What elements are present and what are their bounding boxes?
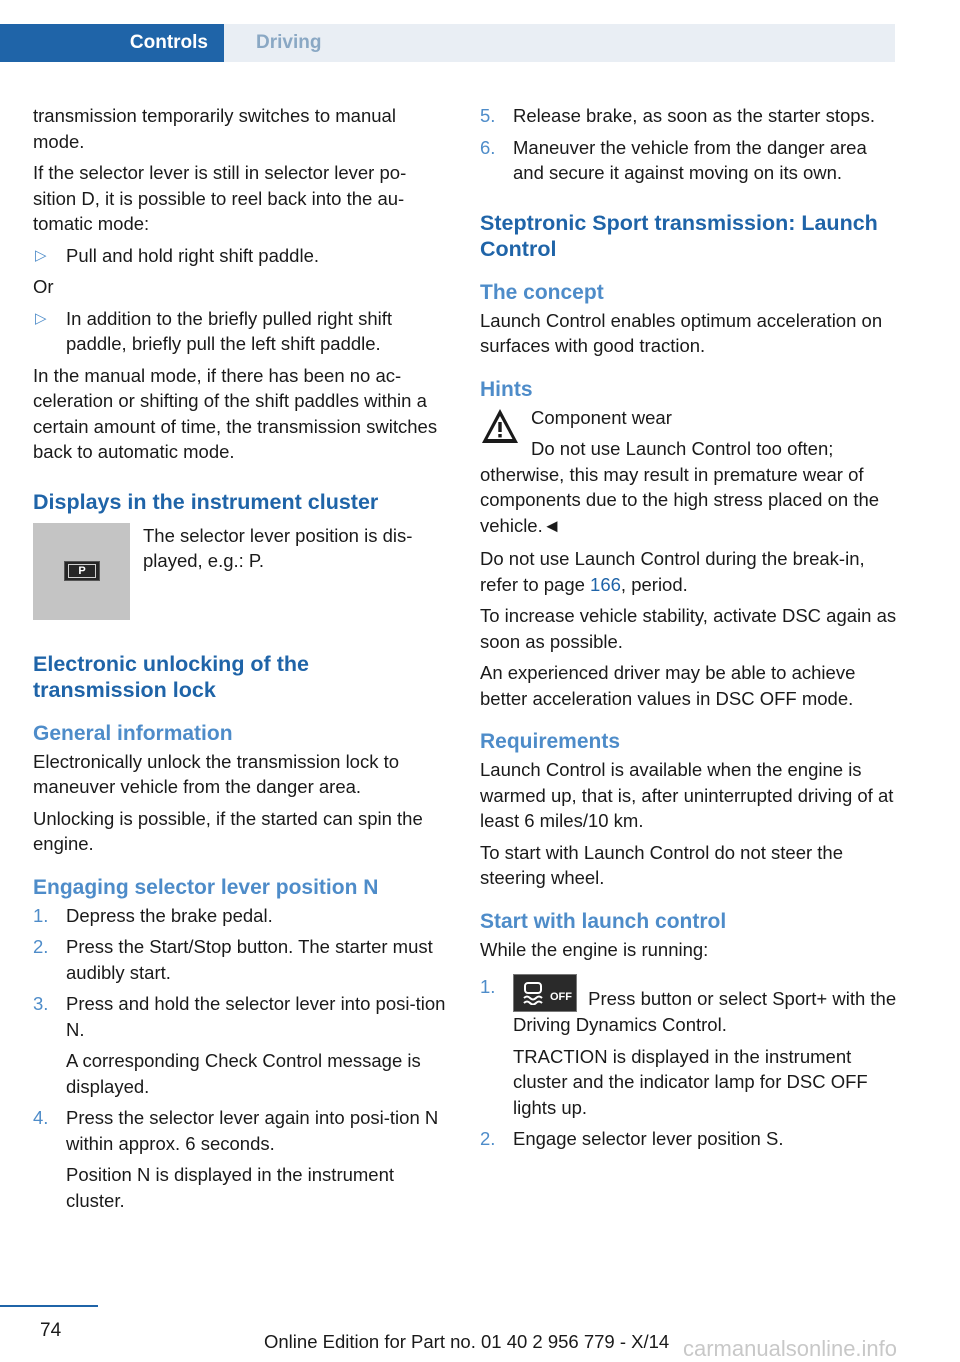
- right-column: [480, 103, 900, 1158]
- paragraph: To increase vehicle stability, activate DSC again as soon as possible.: [480, 605, 897, 652]
- bullet-item: ▷ In addition to the briefly pulled right shift paddle, briefly pull the left shift paddle.: [35, 307, 392, 354]
- page-divider: [0, 1305, 98, 1307]
- triangle-bullet-icon: ▷: [35, 246, 47, 264]
- subsection-heading: Engaging selector lever position N: [33, 875, 379, 899]
- header-bar: [0, 24, 895, 62]
- left-column: [33, 103, 448, 1219]
- selector-p-icon: P: [64, 561, 100, 581]
- paragraph: To start with Launch Control do not steer the steering wheel.: [480, 841, 844, 888]
- warning-block: [480, 405, 900, 462]
- paragraph: An experienced driver may be able to achieve better acceleration values in DSC OFF mode.: [480, 662, 856, 709]
- paragraph: While the engine is running:: [480, 938, 709, 960]
- page-link[interactable]: 166: [590, 573, 621, 595]
- car-skid-icon: [522, 981, 544, 1005]
- paragraph: Or: [33, 276, 54, 297]
- paragraph: transmission temporarily switches to manual mode.: [33, 105, 396, 152]
- section-heading: Electronic unlocking of the transmission lock: [33, 651, 309, 702]
- subsection-heading: The concept: [480, 280, 604, 304]
- bullet-item: ▷ Pull and hold right shift paddle.: [33, 243, 448, 269]
- list-item: 3. Press and hold the selector lever into posi-tion N. A corresponding Check Control message is displayed.: [33, 993, 446, 1097]
- list-item: 6. Maneuver the vehicle from the danger area and secure it against moving on its own.: [480, 136, 867, 183]
- paragraph: If the selector lever is still in selector lever po-sition D, it is possible to reel back into the au-tomatic mode:: [33, 162, 407, 234]
- triangle-bullet-icon: ▷: [35, 309, 47, 327]
- page-number: 74: [40, 1320, 62, 1341]
- watermark: carmanualsonline.info: [683, 1336, 898, 1361]
- tab-driving[interactable]: Driving: [224, 24, 895, 62]
- section-heading: Displays in the instrument cluster: [33, 489, 379, 514]
- list-item: 5. Release brake, as soon as the starter stops.: [480, 105, 875, 126]
- edition-footer: Online Edition for Part no. 01 40 2 956 779 - X/14: [264, 1331, 670, 1352]
- paragraph: Electronically unlock the transmission lock to maneuver vehicle from the danger area.: [33, 750, 400, 797]
- paragraph: Unlocking is possible, if the started can spin the engine.: [33, 807, 423, 854]
- warning-text: otherwise, this may result in premature wear of components due to the high stress placed on the vehicle.◄: [480, 463, 880, 536]
- tab-controls[interactable]: Controls: [0, 24, 224, 62]
- list-item: 2. Press the Start/Stop button. The starter must audibly start.: [33, 936, 433, 983]
- paragraph: The selector lever position is dis-played, e.g.: P.: [143, 524, 413, 571]
- paragraph: Launch Control enables optimum acceleration on surfaces with good traction.: [480, 309, 883, 356]
- dsc-off-button-icon: OFF: [513, 974, 577, 1012]
- warning-text: Do not use Launch Control too often;: [531, 438, 834, 459]
- list-item: 1. OFF Press button or select Sport+ with the Driving Dynamics Control. TRACTION is displayed in the instrument cluster and the indicator lamp for DSC OFF lights up.: [480, 976, 897, 1118]
- list-item: 1. Depress the brake pedal.: [33, 904, 273, 926]
- display-block: [33, 523, 448, 621]
- warning-triangle-icon: [480, 407, 520, 445]
- subsection-heading: Start with launch control: [480, 909, 727, 933]
- selector-display-image: [33, 523, 130, 620]
- list-item: 4. Press the selector lever again into posi-tion N within approx. 6 seconds. Position N is displayed in the instrument cluster.: [33, 1107, 439, 1211]
- section-heading: Steptronic Sport transmission: Launch Control: [480, 210, 878, 261]
- paragraph: In the manual mode, if there has been no ac-celeration or shifting of the shift paddles within a certain amount of time, the transmission switches back to automatic mode.: [33, 364, 438, 462]
- paragraph: Do not use Launch Control during the break-in, refer to page 166, period.: [480, 548, 865, 595]
- paragraph: Launch Control is available when the engine is warmed up, that is, after uninterrupted driving of at least 6 miles/10 km.: [480, 759, 894, 831]
- subsection-heading: General information: [33, 721, 233, 745]
- subsection-heading: Requirements: [480, 730, 621, 753]
- list-item: 2. Engage selector lever position S.: [480, 1128, 784, 1149]
- subsection-heading: Hints: [480, 377, 533, 401]
- warning-title: Component wear: [531, 406, 672, 428]
